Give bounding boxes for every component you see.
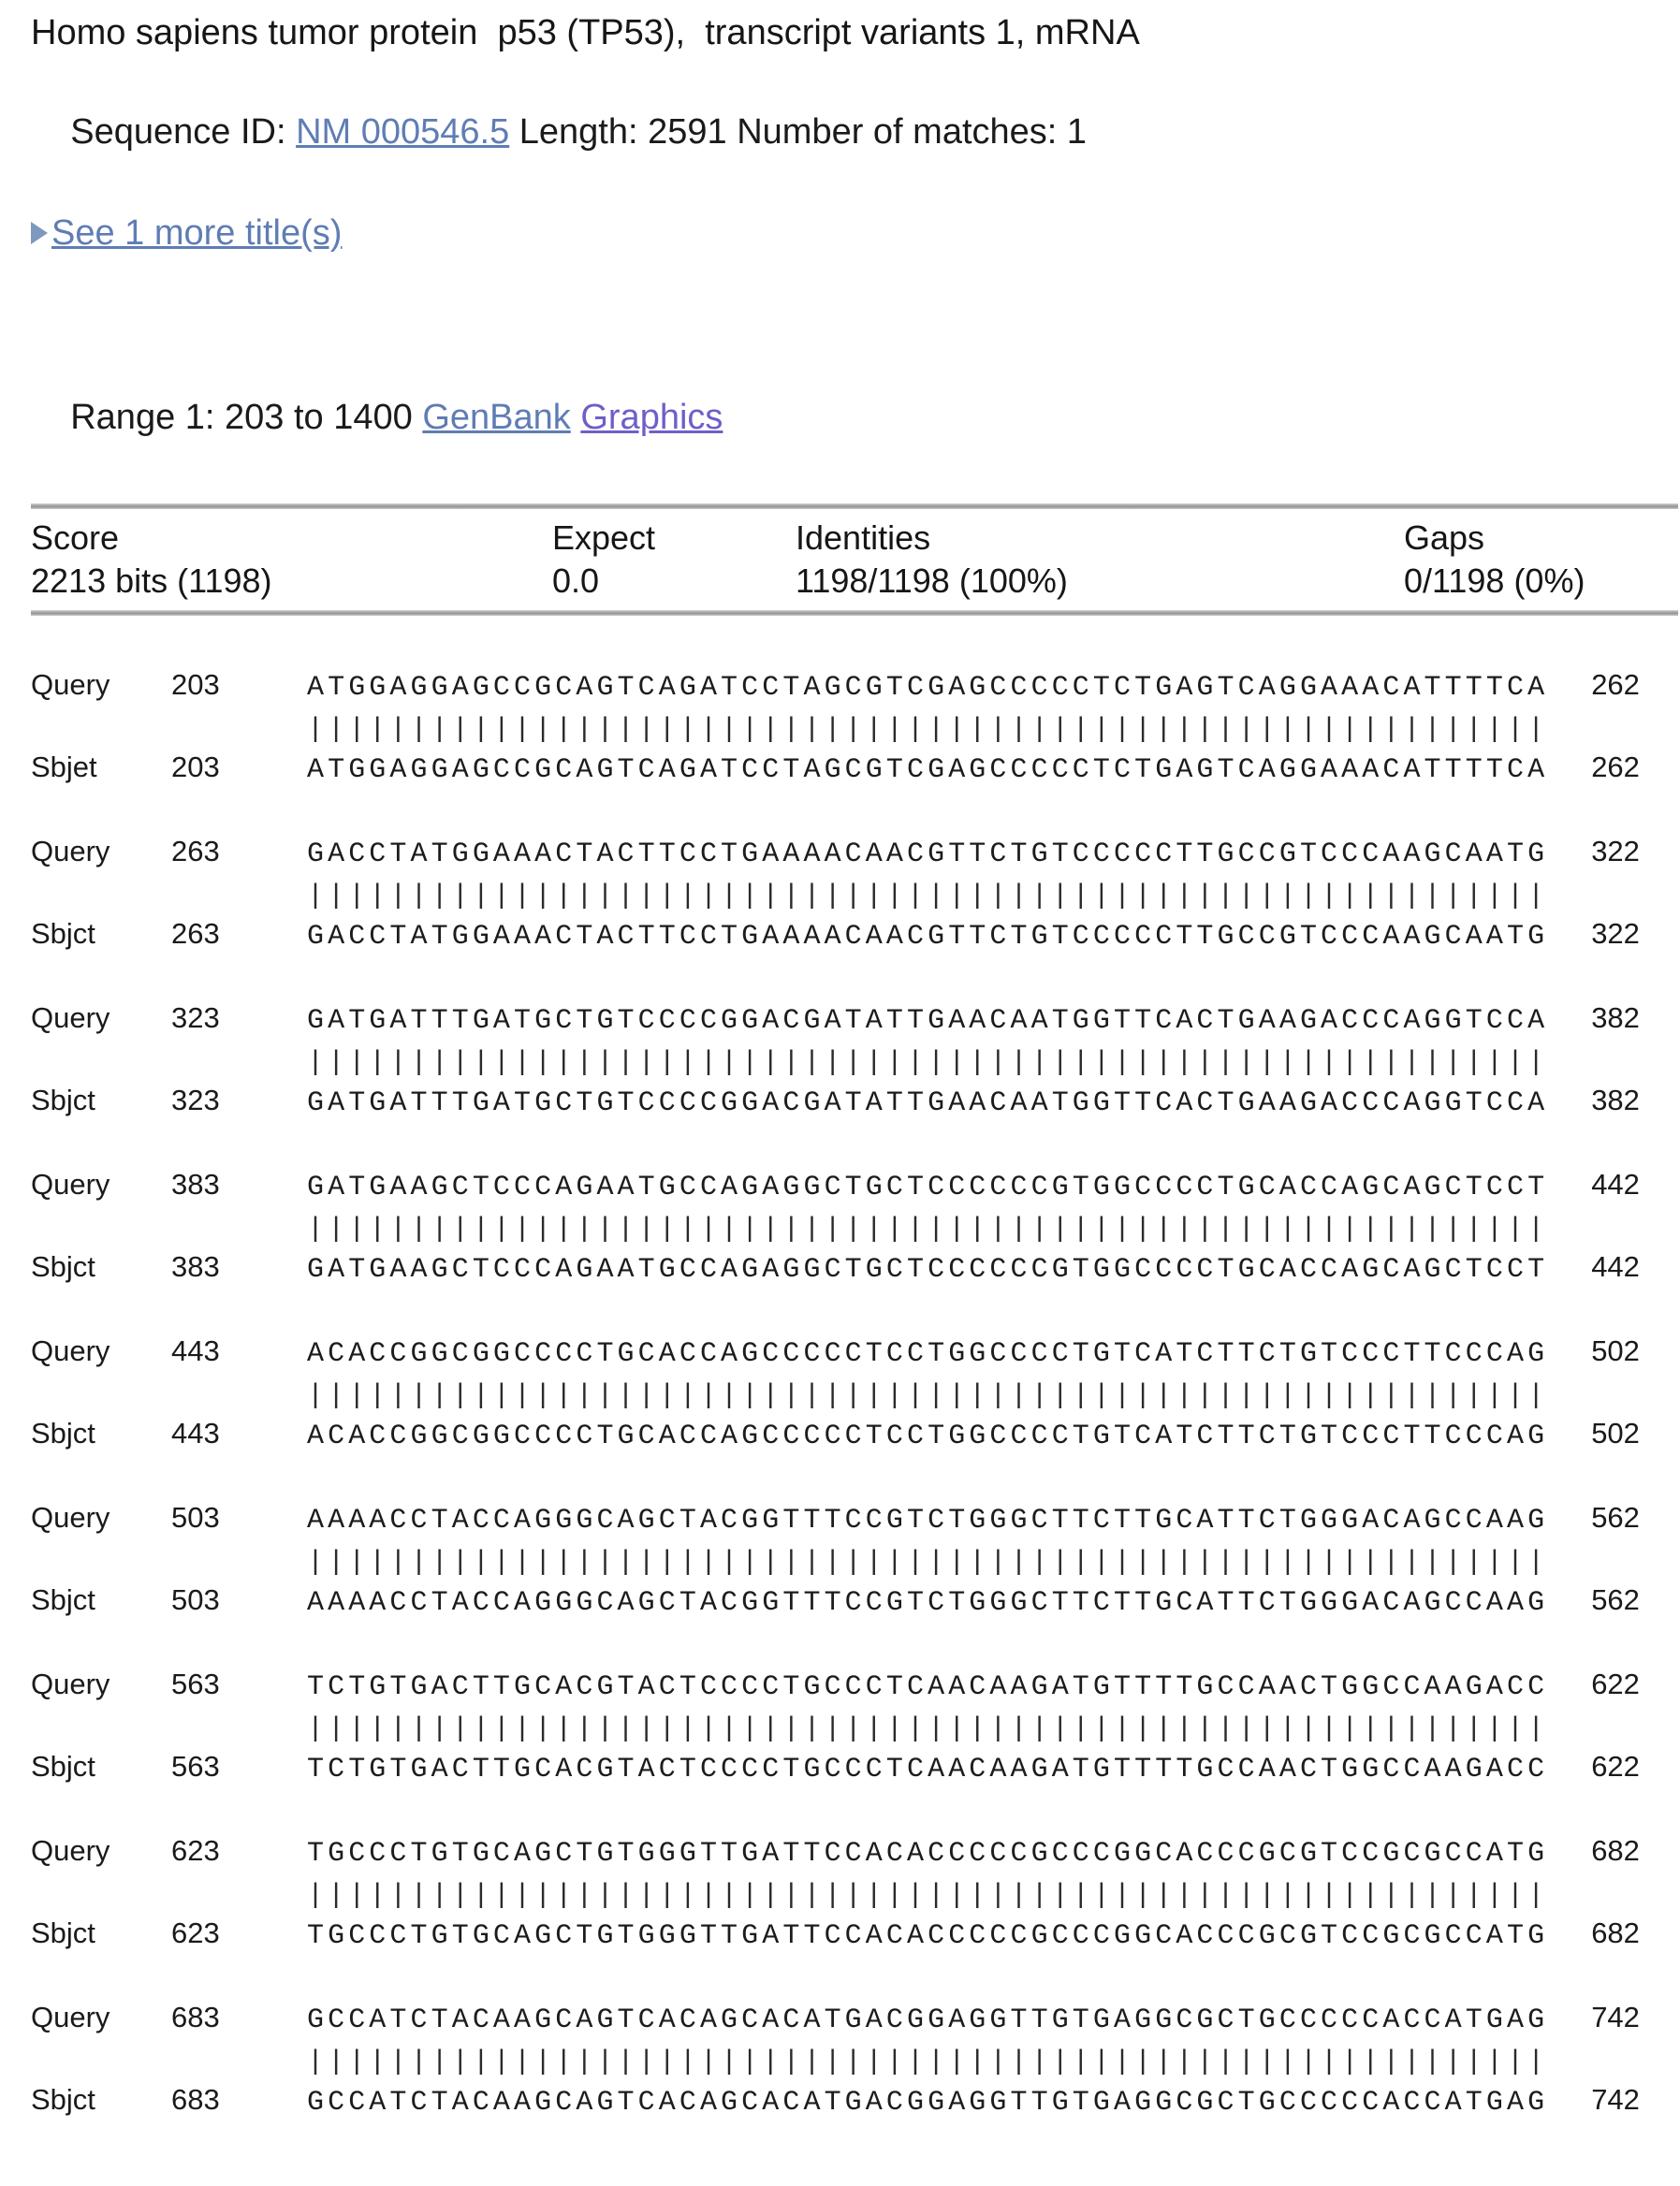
subject-row — [31, 1084, 1680, 1125]
subject-sequence: ACACCGGCGGCCCCTGCACCAGCCCCCTCCTGGCCCCTGTCATCTTCTGTCCCTTCCCAG — [307, 1421, 1549, 1452]
match-row — [31, 1376, 1680, 1417]
match-row — [31, 709, 1680, 751]
subject-sequence: GATGATTTGATGCTGTCCCCGGACGATATTGAACAATGGTTCACTGAAGACCCAGGTCCA — [307, 1087, 1549, 1119]
subject-row — [31, 751, 1680, 792]
alignment-block — [31, 1334, 1680, 1458]
query-sequence: TCTGTGACTTGCACGTACTCCCCTGCCCTCAACAAGATGTTTTGCCAACTGGCCAAGACC — [307, 1671, 1549, 1703]
subject-end: 682 — [1591, 1916, 1640, 1949]
subject-start: 683 — [171, 2083, 220, 2116]
match-bars: |||||||||||||||||||||||||||||||||||||||||||||||||||||||||||| — [307, 1214, 1549, 1246]
subject-label: Sbjct — [31, 1916, 95, 1949]
match-bars: |||||||||||||||||||||||||||||||||||||||||||||||||||||||||||| — [307, 1380, 1549, 1412]
query-sequence: GACCTATGGAAACTACTTCCTGAAAACAACGTTCTGTCCCCCTTGCCGTCCCAAGCAATG — [307, 838, 1549, 870]
gaps-value: 0/1198 (0%) — [1404, 561, 1585, 600]
match-row — [31, 1542, 1680, 1583]
query-sequence: ATGGAGGAGCCGCAGTCAGATCCTAGCGTCGAGCCCCCTCTGAGTCAGGAAACATTTTCA — [307, 672, 1549, 704]
stat-expect — [552, 517, 796, 603]
subject-row — [31, 1916, 1680, 1958]
query-end: 622 — [1591, 1668, 1640, 1700]
query-sequence: GATGATTTGATGCTGTCCCCGGACGATATTGAACAATGGTTCACTGAAGACCCAGGTCCA — [307, 1005, 1549, 1037]
range-label: Range 1: 203 to 1400 — [70, 398, 423, 437]
query-start: 203 — [171, 668, 220, 701]
query-start: 563 — [171, 1668, 220, 1700]
query-end: 382 — [1591, 1001, 1640, 1034]
match-bars: |||||||||||||||||||||||||||||||||||||||||||||||||||||||||||| — [307, 1880, 1549, 1912]
subject-sequence: AAAACCTACCAGGGCAGCTACGGTTTCCGTCTGGGCTTCTTGCATTCTGGGACAGCCAAG — [307, 1587, 1549, 1619]
query-end: 742 — [1591, 2001, 1640, 2033]
query-row — [31, 2001, 1680, 2042]
subject-start: 443 — [171, 1417, 220, 1450]
query-label: Query — [31, 835, 110, 867]
query-start: 503 — [171, 1501, 220, 1534]
range-line — [31, 350, 1680, 485]
alignment-block — [31, 1834, 1680, 1958]
subject-row — [31, 1417, 1680, 1458]
subject-start: 563 — [171, 1750, 220, 1783]
query-label: Query — [31, 1168, 110, 1201]
alignment-block — [31, 1168, 1680, 1291]
alignment-block — [31, 1501, 1680, 1625]
stat-gaps — [1404, 517, 1680, 603]
genbank-link[interactable]: GenBank — [422, 398, 571, 437]
divider-top — [31, 503, 1678, 509]
subject-end: 562 — [1591, 1583, 1640, 1616]
match-row — [31, 1209, 1680, 1250]
divider-bottom — [31, 610, 1678, 616]
query-start: 323 — [171, 1001, 220, 1034]
alignment-block — [31, 1668, 1680, 1791]
query-label: Query — [31, 1001, 110, 1034]
subject-row — [31, 2083, 1680, 2124]
query-end: 442 — [1591, 1168, 1640, 1201]
match-bars: |||||||||||||||||||||||||||||||||||||||||||||||||||||||||||| — [307, 1547, 1549, 1579]
subject-label: Sbjct — [31, 1583, 95, 1616]
match-bars: |||||||||||||||||||||||||||||||||||||||||||||||||||||||||||| — [307, 714, 1549, 746]
query-start: 443 — [171, 1334, 220, 1367]
alignment-block — [31, 2001, 1680, 2124]
hit-title: Homo sapiens tumor protein p53 (TP53), transcript variants 1, mRNA — [31, 13, 1140, 52]
subject-label: Sbjct — [31, 1417, 95, 1450]
range-spacer — [571, 398, 581, 437]
identities-label: Identities — [796, 518, 931, 557]
subject-label: Sbjet — [31, 751, 97, 783]
query-row — [31, 1668, 1680, 1709]
subject-label: Sbjct — [31, 917, 95, 950]
query-row — [31, 1001, 1680, 1042]
subject-sequence: GCCATCTACAAGCAGTCACAGCACATGACGGAGGTTGTGAGGCGCTGCCCCCACCATGAG — [307, 2087, 1549, 2119]
query-end: 262 — [1591, 668, 1640, 701]
query-label: Query — [31, 1834, 110, 1867]
more-titles-link[interactable]: See 1 more title(s) — [51, 213, 343, 253]
score-value: 2213 bits (1198) — [31, 561, 272, 600]
query-start: 623 — [171, 1834, 220, 1867]
subject-start: 323 — [171, 1084, 220, 1116]
subject-sequence: GATGAAGCTCCCAGAATGCCAGAGGCTGCTCCCCCCGTGGCCCCTGCACCAGCAGCTCCT — [307, 1254, 1549, 1286]
match-bars: |||||||||||||||||||||||||||||||||||||||||||||||||||||||||||| — [307, 1713, 1549, 1745]
subject-sequence: GACCTATGGAAACTACTTCCTGAAAACAACGTTCTGTCCCCCTTGCCGTCCCAAGCAATG — [307, 921, 1549, 953]
subject-start: 503 — [171, 1583, 220, 1616]
query-start: 683 — [171, 2001, 220, 2033]
query-row — [31, 1168, 1680, 1209]
query-end: 322 — [1591, 835, 1640, 867]
query-end: 562 — [1591, 1501, 1640, 1534]
query-label: Query — [31, 1334, 110, 1367]
query-row — [31, 668, 1680, 709]
subject-start: 203 — [171, 751, 220, 783]
subject-sequence: TGCCCTGTGCAGCTGTGGGTTGATTCCACACCCCCGCCCGGCACCCGCGTCCGCGCCATG — [307, 1920, 1549, 1952]
stat-score — [31, 517, 552, 603]
query-end: 682 — [1591, 1834, 1640, 1867]
match-row — [31, 1875, 1680, 1916]
match-row — [31, 2042, 1680, 2083]
query-sequence: TGCCCTGTGCAGCTGTGGGTTGATTCCACACCCCCGCCCGGCACCCGCGTCCGCGCCATG — [307, 1838, 1549, 1870]
alignment-block — [31, 668, 1680, 792]
alignment-block — [31, 835, 1680, 958]
match-row — [31, 876, 1680, 917]
query-sequence: GCCATCTACAAGCAGTCACAGCACATGACGGAGGTTGTGAGGCGCTGCCCCCACCATGAG — [307, 2004, 1549, 2036]
subject-end: 502 — [1591, 1417, 1640, 1450]
gaps-label: Gaps — [1404, 518, 1485, 557]
match-bars: |||||||||||||||||||||||||||||||||||||||||||||||||||||||||||| — [307, 2047, 1549, 2078]
alignment-block — [31, 1001, 1680, 1125]
subject-end: 442 — [1591, 1250, 1640, 1283]
query-end: 502 — [1591, 1334, 1640, 1367]
subject-row — [31, 1250, 1680, 1291]
query-label: Query — [31, 2001, 110, 2033]
subject-sequence: TCTGTGACTTGCACGTACTCCCCTGCCCTCAACAAGATGTTTTGCCAACTGGCCAAGACC — [307, 1754, 1549, 1785]
graphics-link[interactable]: Graphics — [580, 398, 723, 437]
sequence-id-label: Sequence ID: — [70, 112, 297, 152]
sequence-id-link[interactable]: NM 000546.5 — [296, 112, 510, 152]
match-bars: |||||||||||||||||||||||||||||||||||||||||||||||||||||||||||| — [307, 881, 1549, 912]
query-sequence: ACACCGGCGGCCCCTGCACCAGCCCCCTCCTGGCCCCTGTCATCTTCTGTCCCTTCCCAG — [307, 1338, 1549, 1370]
score-label: Score — [31, 518, 120, 557]
subject-sequence: ATGGAGGAGCCGCAGTCAGATCCTAGCGTCGAGCCCCCTCTGAGTCAGGAAACATTTTCA — [307, 754, 1549, 786]
query-row — [31, 1501, 1680, 1542]
match-row — [31, 1709, 1680, 1750]
query-label: Query — [31, 1501, 110, 1534]
query-row — [31, 835, 1680, 876]
subject-label: Sbjct — [31, 2083, 95, 2116]
subject-end: 262 — [1591, 751, 1640, 783]
expect-value: 0.0 — [552, 561, 600, 600]
sequence-id-line — [31, 62, 1680, 202]
subject-label: Sbjct — [31, 1750, 95, 1783]
more-titles-row — [31, 210, 1680, 256]
subject-row — [31, 1583, 1680, 1625]
expand-arrow-icon[interactable] — [31, 222, 48, 244]
alignment-section — [31, 668, 1680, 2124]
subject-row — [31, 917, 1680, 958]
identities-value: 1198/1198 (100%) — [796, 561, 1068, 600]
query-start: 263 — [171, 835, 220, 867]
subject-label: Sbjct — [31, 1250, 95, 1283]
subject-start: 383 — [171, 1250, 220, 1283]
subject-end: 322 — [1591, 917, 1640, 950]
subject-end: 742 — [1591, 2083, 1640, 2116]
match-bars: |||||||||||||||||||||||||||||||||||||||||||||||||||||||||||| — [307, 1047, 1549, 1079]
subject-row — [31, 1750, 1680, 1791]
expect-label: Expect — [552, 518, 656, 557]
query-row — [31, 1334, 1680, 1376]
match-row — [31, 1042, 1680, 1084]
query-label: Query — [31, 668, 110, 701]
query-sequence: AAAACCTACCAGGGCAGCTACGGTTTCCGTCTGGGCTTCTTGCATTCTGGGACAGCCAAG — [307, 1505, 1549, 1537]
stat-identities — [796, 517, 1404, 603]
sequence-length-text: Length: 2591 Number of matches: 1 — [509, 112, 1088, 152]
stats-table — [31, 517, 1680, 603]
subject-end: 622 — [1591, 1750, 1640, 1783]
query-label: Query — [31, 1668, 110, 1700]
query-sequence: GATGAAGCTCCCAGAATGCCAGAGGCTGCTCCCCCCGTGGCCCCTGCACCAGCAGCTCCT — [307, 1172, 1549, 1203]
subject-start: 263 — [171, 917, 220, 950]
subject-end: 382 — [1591, 1084, 1640, 1116]
subject-label: Sbjct — [31, 1084, 95, 1116]
subject-start: 623 — [171, 1916, 220, 1949]
query-start: 383 — [171, 1168, 220, 1201]
query-row — [31, 1834, 1680, 1875]
